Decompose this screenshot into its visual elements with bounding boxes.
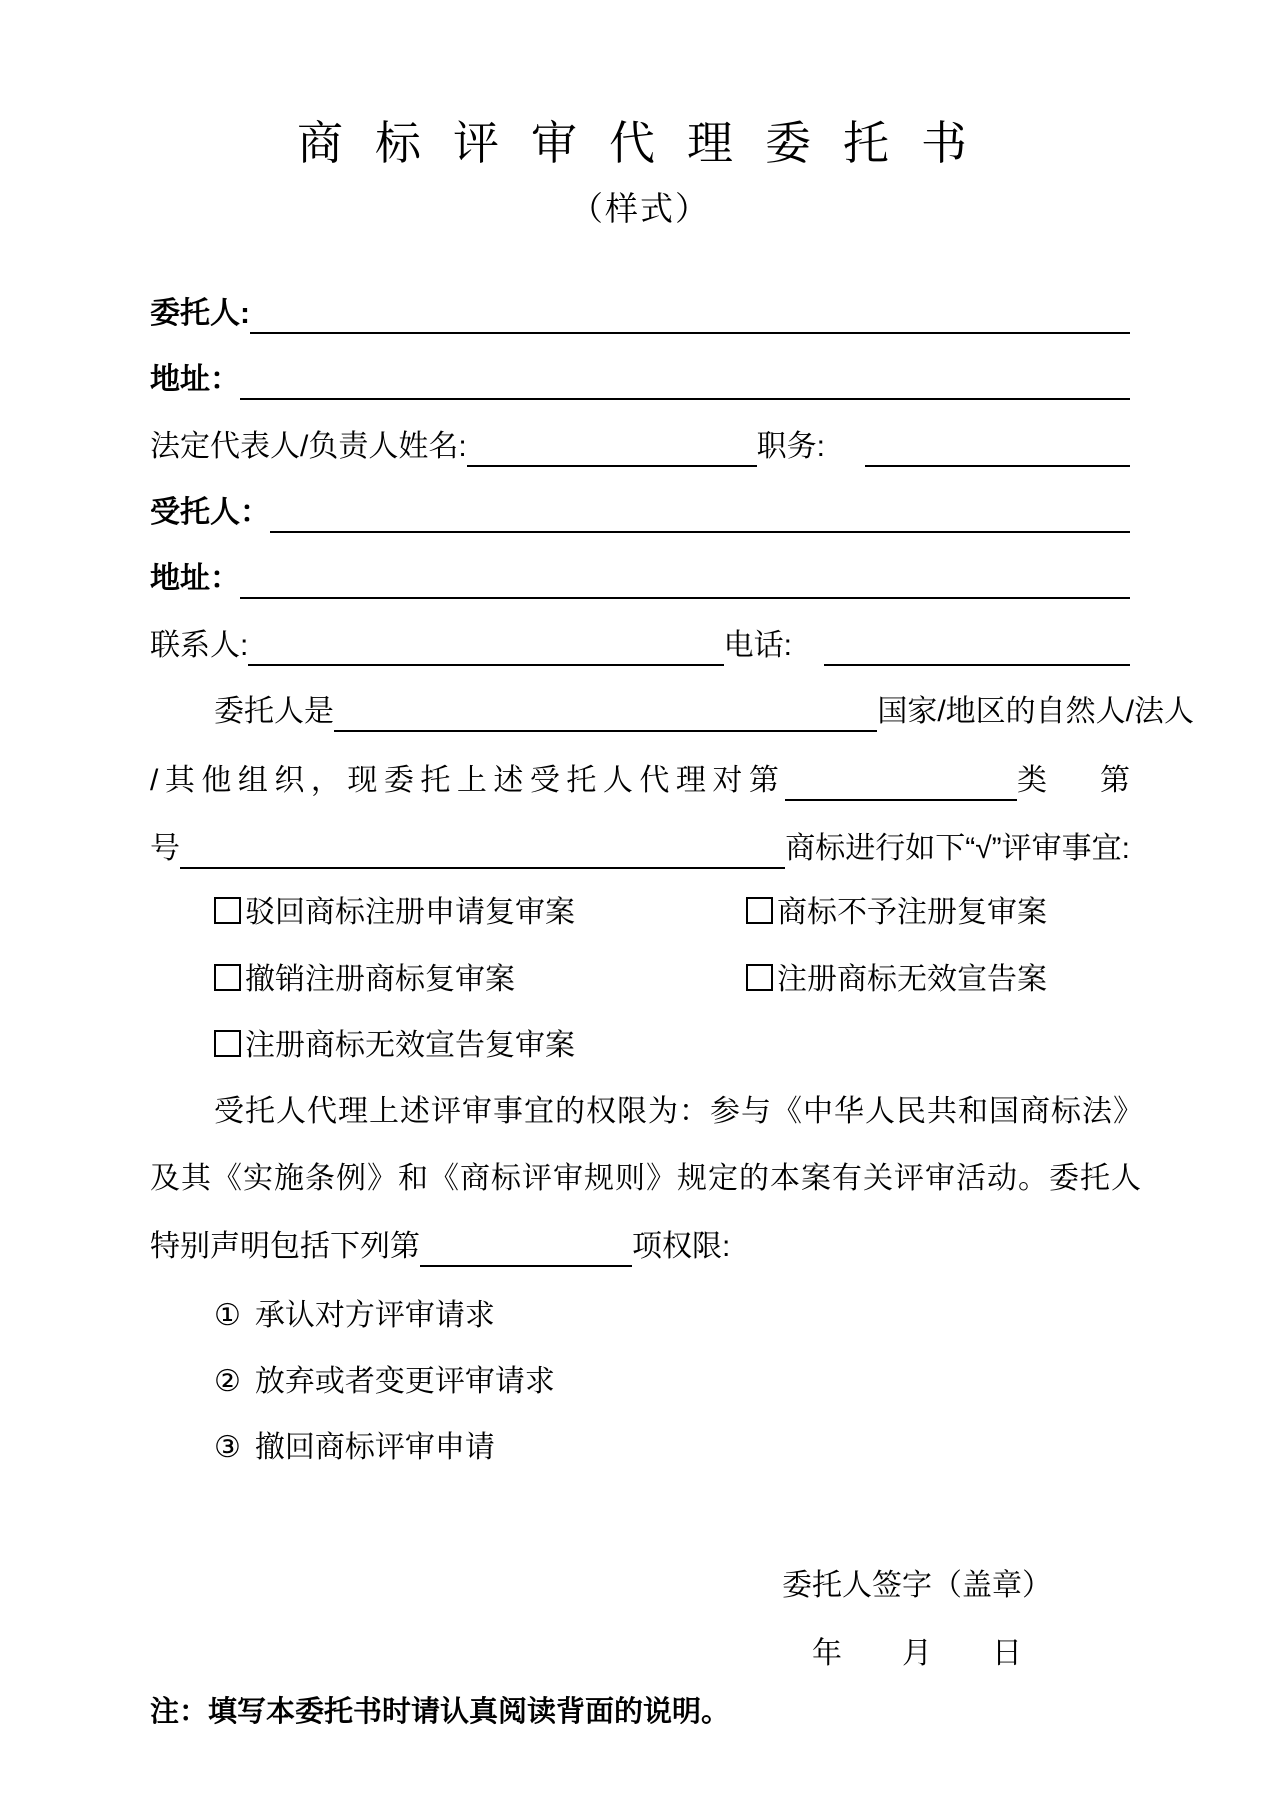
special-power-text: 撤回商标评审申请 bbox=[254, 1431, 495, 1464]
checkbox-icon bbox=[214, 964, 241, 991]
powers-number-blank-line bbox=[420, 1225, 632, 1267]
contact-blank-line bbox=[248, 624, 723, 666]
circled-number-icon: ② bbox=[214, 1365, 241, 1398]
declaration-line2-class: 类 bbox=[1017, 764, 1047, 797]
authority-line3-post: 项权限: bbox=[632, 1230, 731, 1263]
declaration-line1 bbox=[150, 690, 1194, 732]
review-option-item bbox=[746, 960, 1047, 1000]
client-address-row bbox=[150, 358, 1130, 400]
declaration-line1-post: 国家/地区的自然人/法人 bbox=[877, 695, 1194, 728]
declaration-line2 bbox=[150, 759, 1130, 801]
document-subtitle: （样式） bbox=[570, 192, 710, 228]
footnote bbox=[150, 1692, 1130, 1732]
declaration-line3-post: 商标进行如下“√”评审事宜: bbox=[785, 832, 1130, 865]
client-label: 委托人: bbox=[150, 297, 250, 330]
authority-line1-text: 受托人代理上述评审事宜的权限为：参与《中华人民共和国商标法》 bbox=[214, 1095, 1144, 1128]
special-power-item-3 bbox=[150, 1428, 1194, 1468]
review-option-item bbox=[214, 960, 515, 1000]
review-option-item bbox=[214, 893, 575, 933]
signature-label: 委托人签字（盖章） bbox=[782, 1569, 1052, 1602]
special-power-item-2 bbox=[150, 1362, 1194, 1402]
agent-address-row bbox=[150, 557, 1130, 599]
review-option-label: 撤销注册商标复审案 bbox=[245, 963, 515, 996]
day-label: 日 bbox=[992, 1637, 1022, 1670]
checkbox-icon bbox=[214, 1030, 241, 1057]
year-label: 年 bbox=[812, 1637, 842, 1670]
special-power-text: 承认对方评审请求 bbox=[254, 1299, 495, 1332]
class-number-blank-line bbox=[785, 759, 1017, 801]
checkbox-icon bbox=[746, 964, 773, 991]
authority-line3-pre: 特别声明包括下列第 bbox=[150, 1230, 420, 1263]
date-row bbox=[812, 1634, 1022, 1674]
contact-label: 联系人: bbox=[150, 629, 249, 662]
declaration-line1-pre: 委托人是 bbox=[214, 695, 334, 728]
agent-label: 受托人： bbox=[150, 496, 270, 529]
checkbox-icon bbox=[214, 897, 241, 924]
contact-row bbox=[150, 624, 1130, 666]
position-label: 职务: bbox=[756, 430, 826, 463]
declaration-line2-pre: /其他组织，现委托上述受托人代理对第 bbox=[150, 764, 786, 797]
country-blank-line bbox=[334, 690, 877, 732]
agent-blank-line bbox=[270, 491, 1130, 533]
review-options-row3 bbox=[150, 1026, 1194, 1066]
review-options-row1 bbox=[150, 893, 1194, 933]
position-blank-line bbox=[865, 425, 1130, 467]
review-option-label: 注册商标无效宣告复审案 bbox=[245, 1029, 575, 1062]
review-option-item bbox=[214, 1026, 575, 1066]
declaration-line3-pre: 号 bbox=[150, 832, 180, 865]
review-option-label: 驳回商标注册申请复审案 bbox=[245, 896, 575, 929]
review-options-row2 bbox=[150, 960, 1194, 1000]
client-address-label: 地址： bbox=[150, 363, 240, 396]
month-label: 月 bbox=[902, 1637, 932, 1670]
review-option-item bbox=[746, 893, 1047, 933]
client-blank-line bbox=[250, 292, 1130, 334]
legal-rep-blank-line bbox=[467, 425, 757, 467]
review-option-label: 商标不予注册复审案 bbox=[777, 896, 1047, 929]
declaration-line2-no: 第 bbox=[1100, 764, 1130, 797]
authority-line2-text: 及其《实施条例》和《商标评审规则》规定的本案有关评审活动。委托人 bbox=[150, 1162, 1142, 1195]
review-option-label: 注册商标无效宣告案 bbox=[777, 963, 1047, 996]
special-power-item-1 bbox=[150, 1296, 1194, 1336]
phone-blank-line bbox=[824, 624, 1130, 666]
declaration-line3 bbox=[150, 827, 1130, 869]
phone-label: 电话: bbox=[723, 629, 792, 662]
legal-rep-row bbox=[150, 425, 1130, 467]
agent-address-label: 地址： bbox=[150, 562, 240, 595]
legal-rep-label: 法定代表人/负责人姓名: bbox=[150, 430, 467, 463]
authority-line1 bbox=[150, 1092, 1194, 1132]
authority-line2 bbox=[150, 1159, 1142, 1199]
client-address-blank-line bbox=[240, 358, 1130, 400]
checkbox-icon bbox=[746, 897, 773, 924]
footnote-text: 注：填写本委托书时请认真阅读背面的说明。 bbox=[150, 1696, 731, 1728]
authority-line3 bbox=[150, 1225, 1130, 1267]
signature-row bbox=[782, 1566, 1052, 1606]
agent-row bbox=[150, 491, 1130, 533]
client-row bbox=[150, 292, 1130, 334]
agent-address-blank-line bbox=[240, 557, 1130, 599]
circled-number-icon: ③ bbox=[214, 1431, 241, 1464]
circled-number-icon: ① bbox=[214, 1299, 241, 1332]
document-title: 商标评审代理委托书 bbox=[297, 118, 999, 169]
trademark-number-blank-line bbox=[180, 827, 785, 869]
special-power-text: 放弃或者变更评审请求 bbox=[254, 1365, 555, 1398]
